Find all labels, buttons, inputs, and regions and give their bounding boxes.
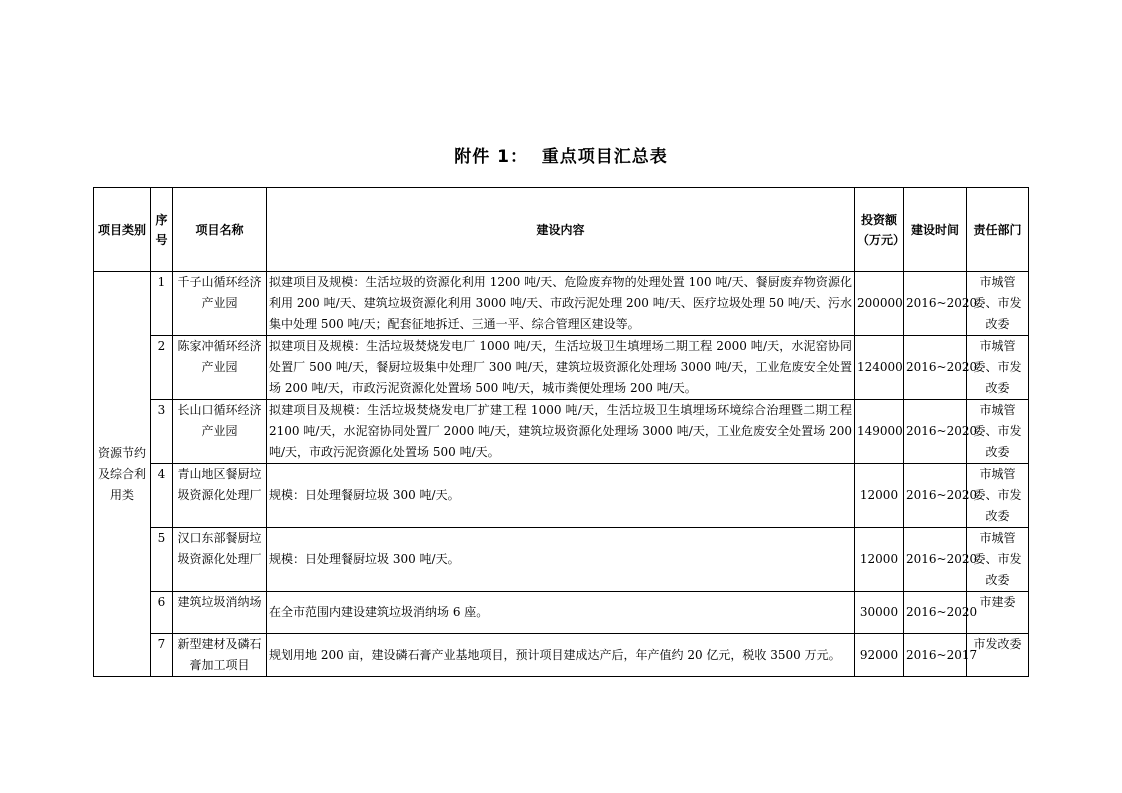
table-row — [94, 634, 1029, 677]
table-row — [94, 272, 1029, 336]
table-row — [94, 336, 1029, 400]
row-name: 长山口循环经济产业园 — [173, 400, 267, 464]
row-period: 2016~2020 — [904, 336, 967, 400]
row-investment: 124000 — [855, 336, 904, 400]
header-department: 责任部门 — [967, 188, 1029, 272]
page-title: 附件 1： 重点项目汇总表 — [454, 147, 668, 167]
row-name: 青山地区餐厨垃圾资源化处理厂 — [173, 464, 267, 528]
row-department: 市城管委、市发改委 — [967, 464, 1029, 528]
table-row — [94, 528, 1029, 592]
row-investment: 149000 — [855, 400, 904, 464]
row-name: 汉口东部餐厨垃圾资源化处理厂 — [173, 528, 267, 592]
row-name: 建筑垃圾消纳场 — [173, 592, 267, 634]
category-cell: 资源节约及综合利用类 — [94, 272, 151, 677]
table-row — [94, 464, 1029, 528]
row-content: 规模：日处理餐厨垃圾 300 吨/天。 — [267, 464, 855, 528]
row-seq: 2 — [151, 336, 173, 400]
header-name: 项目名称 — [173, 188, 267, 272]
header-seq: 序号 — [151, 188, 173, 272]
header-category: 项目类别 — [94, 188, 151, 272]
header-row — [94, 188, 1029, 272]
row-content: 拟建项目及规模：生活垃圾焚烧发电厂扩建工程 1000 吨/天，生活垃圾卫生填埋场环境综合治理暨二期工程 2100 吨/天，水泥窑协同处置厂 2000 吨/天，建筑垃圾资源化处理场 3000 吨/天，工业危废安全处置场 200 吨/天，市政污泥资源化处置场 500 吨/天。 — [267, 400, 855, 464]
row-seq: 1 — [151, 272, 173, 336]
row-investment: 92000 — [855, 634, 904, 677]
row-content: 拟建项目及规模：生活垃圾的资源化利用 1200 吨/天、危险废弃物的处理处置 100 吨/天、餐厨废弃物资源化利用 200 吨/天、建筑垃圾资源化利用 3000 吨/天、市政污泥处理 200 吨/天、医疗垃圾处理 50 吨/天、污水集中处理 500 吨/天；配套征地拆迁、三通一平、综合管理区建设等。 — [267, 272, 855, 336]
header-investment: 投资额（万元） — [855, 188, 904, 272]
row-name: 千子山循环经济产业园 — [173, 272, 267, 336]
row-department: 市城管委、市发改委 — [967, 400, 1029, 464]
row-content: 规划用地 200 亩，建设磷石膏产业基地项目，预计项目建成达产后，年产值约 20 亿元，税收 3500 万元。 — [267, 634, 855, 677]
row-department: 市城管委、市发改委 — [967, 528, 1029, 592]
row-period: 2016~2020 — [904, 464, 967, 528]
row-seq: 3 — [151, 400, 173, 464]
row-period: 2016~2020 — [904, 272, 967, 336]
row-name: 陈家冲循环经济产业园 — [173, 336, 267, 400]
row-department: 市发改委 — [967, 634, 1029, 677]
table-row — [94, 400, 1029, 464]
row-content: 拟建项目及规模：生活垃圾焚烧发电厂 1000 吨/天，生活垃圾卫生填埋场二期工程 2000 吨/天，水泥窑协同处置厂 500 吨/天，餐厨垃圾集中处理厂 300 吨/天，建筑垃圾资源化处理场 3000 吨/天，工业危废安全处置场 200 吨/天，市政污泥资源化处置场 500 吨/天，城市粪便处理场 200 吨/天。 — [267, 336, 855, 400]
project-summary-table — [93, 187, 1029, 677]
row-period: 2016~2020 — [904, 528, 967, 592]
table-row — [94, 592, 1029, 634]
row-period: 2016~2017 — [904, 634, 967, 677]
row-period: 2016~2020 — [904, 400, 967, 464]
header-content: 建设内容 — [267, 188, 855, 272]
row-department: 市城管委、市发改委 — [967, 336, 1029, 400]
row-content: 规模：日处理餐厨垃圾 300 吨/天。 — [267, 528, 855, 592]
row-seq: 5 — [151, 528, 173, 592]
row-investment: 30000 — [855, 592, 904, 634]
header-period: 建设时间 — [904, 188, 967, 272]
row-investment: 12000 — [855, 464, 904, 528]
row-department: 市城管委、市发改委 — [967, 272, 1029, 336]
row-investment: 12000 — [855, 528, 904, 592]
row-content: 在全市范围内建设建筑垃圾消纳场 6 座。 — [267, 592, 855, 634]
row-period: 2016~2020 — [904, 592, 967, 634]
row-investment: 200000 — [855, 272, 904, 336]
row-seq: 7 — [151, 634, 173, 677]
row-seq: 4 — [151, 464, 173, 528]
row-department: 市建委 — [967, 592, 1029, 634]
row-name: 新型建材及磷石膏加工项目 — [173, 634, 267, 677]
row-seq: 6 — [151, 592, 173, 634]
